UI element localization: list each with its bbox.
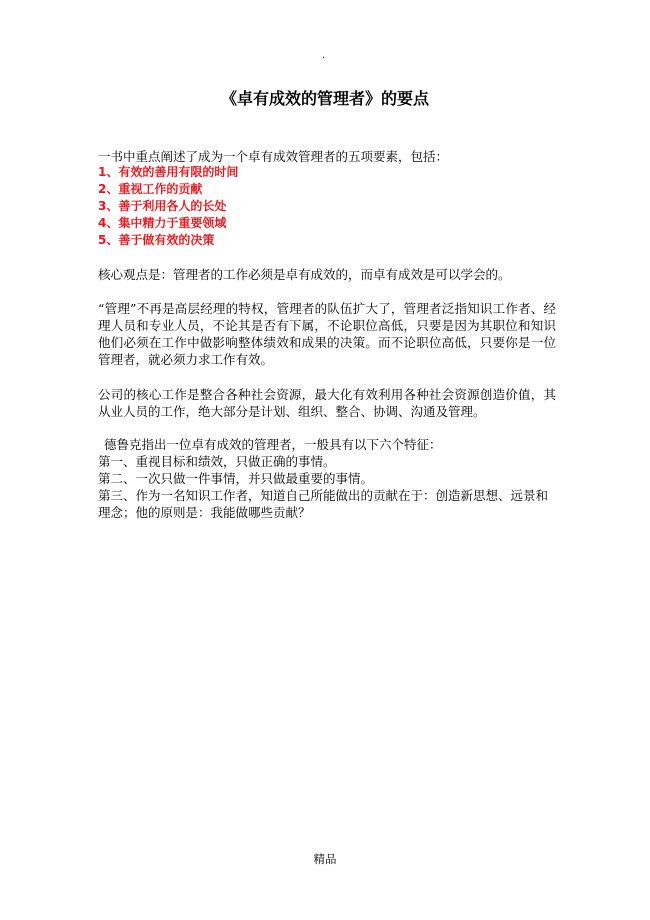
key-points-list bbox=[98, 164, 556, 249]
manager-paragraph: “管理”不再是高层经理的特权，管理者的队伍扩大了，管理者泛指知识工作者、经理人员和专业人员，不论其是否有下属，不论职位高低，只要是因为其职位和知识他们必须在工作中做影响整体绩效和成果的决策。而不论职位高低，只要你是一位管理者，就必须力求工作有效。 bbox=[98, 301, 556, 367]
intro-text: 一书中重点阐述了成为一个卓有成效管理者的五项要素，包括： bbox=[98, 149, 449, 164]
company-paragraph: 公司的核心工作是整合各种社会资源，最大化有效利用各种社会资源创造价值，其从业人员的工作，绝大部分是计划、组织、整合、协调、沟通及管理。 bbox=[98, 387, 556, 419]
list-item: 2、重视工作的贡献 bbox=[98, 182, 203, 196]
drucker-intro: 德鲁克指出一位卓有成效的管理者，一般具有以下六个特征： bbox=[104, 437, 442, 452]
trait-item: 第三、作为一名知识工作者，知道自己所能做出的贡献在于：创造新思想、远景和理念；他的原则是：我能做哪些贡献？ bbox=[98, 488, 549, 520]
core-view-text: 核心观点是：管理者的工作必须是卓有成效的，而卓有成效是可以学会的。 bbox=[98, 267, 511, 282]
page-footer: 精品 bbox=[313, 852, 337, 866]
top-mark: . bbox=[322, 50, 326, 61]
list-item: 4、集中精力于重要领域 bbox=[98, 216, 227, 230]
list-item: 1、有效的善用有限的时间 bbox=[98, 165, 239, 179]
list-item: 5、善于做有效的决策 bbox=[98, 233, 215, 247]
trait-item: 第二、一次只做一件事情，并只做最重要的事情。 bbox=[98, 471, 374, 486]
list-item: 3、善于利用各人的长处 bbox=[98, 199, 227, 213]
drucker-section bbox=[98, 436, 556, 521]
trait-item: 第一、重视目标和绩效，只做正确的事情。 bbox=[98, 454, 336, 469]
page-title: 《卓有成效的管理者》的要点 bbox=[220, 89, 429, 108]
